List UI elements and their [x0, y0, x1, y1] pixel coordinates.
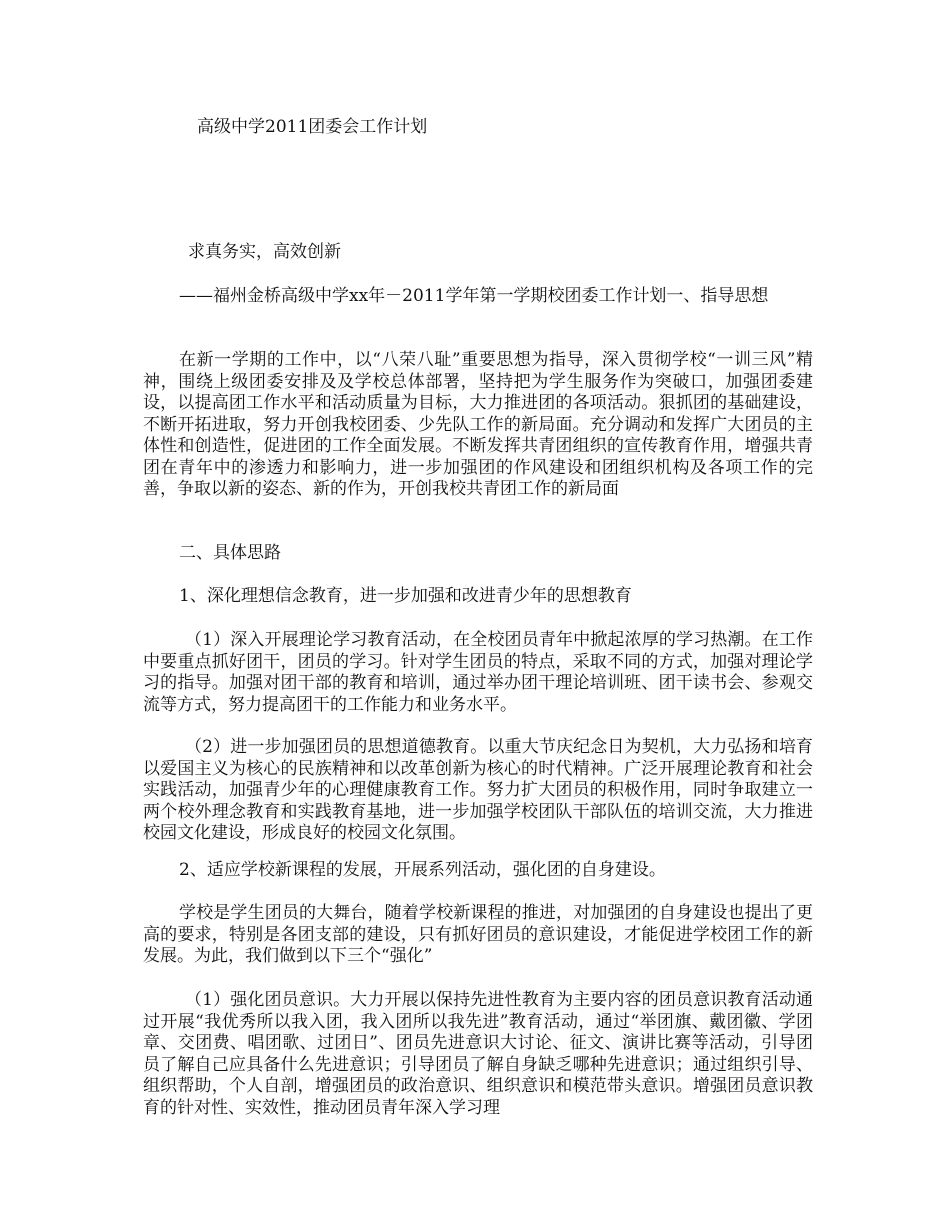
paragraph-item-1: 1、深化理想信念教育，进一步加强和改进青少年的思想教育 — [179, 586, 632, 606]
paragraph-school-stage: 学校是学生团员的大舞台，随着学校新课程的推进，对加强团的自身建设也提出了更高的要求，特别是各团支部的建设，只有抓好团员的意识建设，才能促进学校团工作的新发展。为此，我们做到以下三个“强化” — [143, 903, 813, 966]
document-subtitle: 求真务实，高效创新 — [188, 242, 341, 262]
document-title: 高级中学2011团委会工作计划 — [197, 117, 428, 137]
paragraph-heading-specific-ideas: 二、具体思路 — [179, 543, 281, 563]
paragraph-item-2: 2、适应学校新课程的发展，开展系列活动，强化团的自身建设。 — [179, 860, 666, 880]
paragraph-item-1-2: （2）进一步加强团员的思想道德教育。以重大节庆纪念日为契机，大力弘扬和培育以爱国主义为核心的民族精神和以改革创新为核心的时代精神。广泛开展理论教育和社会实践活动，加强青少年的心理健康教育工作。努力扩大团员的积极作用，同时争取建立一两个校外理念教育和实践教育基地，进一步加强学校团队干部队伍的培训交流，大力推进校园文化建设，形成良好的校园文化氛围。 — [143, 737, 813, 843]
paragraph-item-1-1: （1）深入开展理论学习教育活动，在全校团员青年中掀起浓厚的学习热潮。在工作中要重点抓好团干，团员的学习。针对学生团员的特点，采取不同的方式，加强对理论学习的指导。加强对团干部的教育和培训，通过举办团干理论培训班、团干读书会、参观交流等方式，努力提高团干的工作能力和业务水平。 — [143, 630, 813, 715]
paragraph-guiding-thought: 在新一学期的工作中，以“八荣八耻”重要思想为指导，深入贯彻学校“一训三风”精神，围绕上级团委安排及及学校总体部署，坚持把为学生服务作为突破口，加强团委建设，以提高团工作水平和活动质量为目标，大力推进团的各项活动。狠抓团的基础建设，不断开拓进取，努力开创我校团委、少先队工作的新局面。充分调动和发挥广大团员的主体性和创造性，促进团的工作全面发展。不断发挥共青团组织的宣传教育作用，增强共青团在青年中的渗透力和影响力，进一步加强团的作风建设和团组织机构及各项工作的完善，争取以新的姿态、新的作为，开创我校共青团工作的新局面 — [143, 350, 813, 499]
paragraph-heading-guiding-thought: ——福州金桥高级中学xx年－2011学年第一学期校团委工作计划一、指导思想 — [179, 286, 769, 306]
paragraph-item-2-1: （1）强化团员意识。大力开展以保持先进性教育为主要内容的团员意识教育活动通过开展“我优秀所以我入团，我入团所以我先进”教育活动，通过“举团旗、戴团徽、学团章、交团费、唱团歌、过团日”、团员先进意识大讨论、征文、演讲比赛等活动，引导团员了解自己应具备什么先进意识；引导团员了解自身缺乏哪种先进意识；通过组织引导、组织帮助，个人自剖，增强团员的政治意识、组织意识和模范带头意识。增强团员意识教育的针对性、实效性，推动团员青年深入学习理 — [143, 990, 813, 1118]
